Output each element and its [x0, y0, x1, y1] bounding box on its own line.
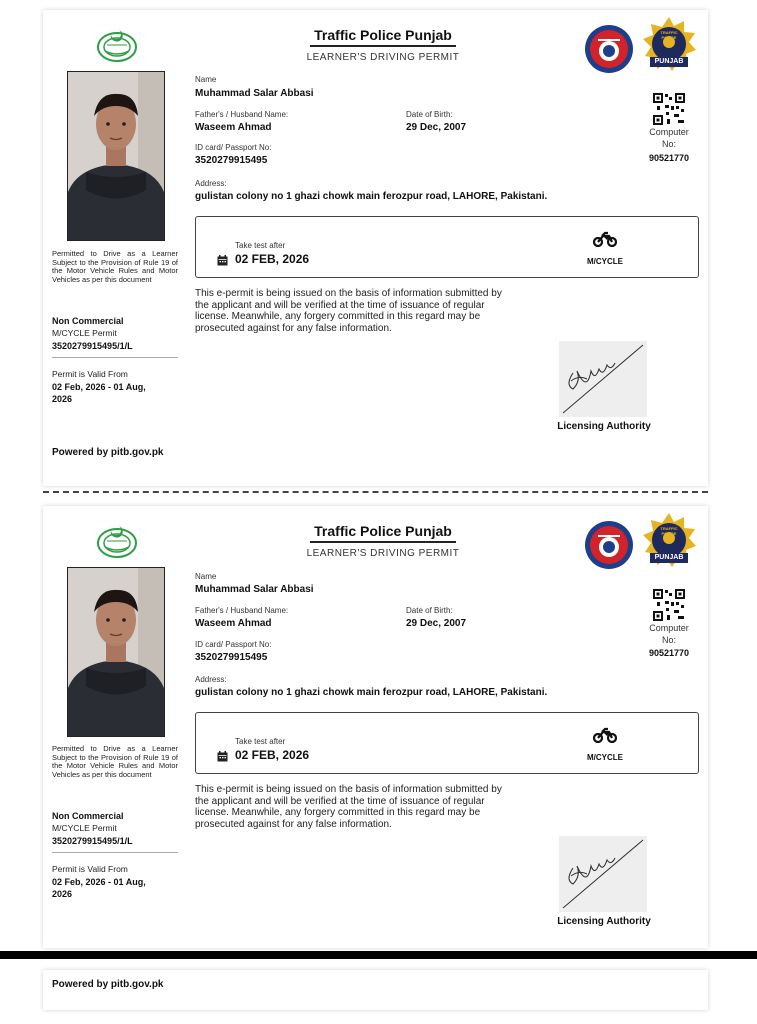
take-test-box: [195, 216, 699, 278]
take-test-date: 02 FEB, 2026: [235, 252, 310, 266]
side-divider: [52, 357, 178, 358]
computer-label-line-1: Computer: [649, 127, 689, 137]
punjab-logo-icon: [95, 520, 139, 560]
id-label: ID card/ Passport No:: [195, 640, 272, 649]
vehicle-type: M/CYCLE: [587, 257, 623, 266]
powered-by: Powered by pitb.gov.pk: [52, 447, 164, 458]
permit-card-2-footer: [43, 970, 708, 1010]
name-label: Name: [195, 572, 217, 581]
police-badge-icon: [584, 520, 634, 570]
valid-label: Permit is Valid From: [52, 864, 128, 874]
applicant-photo: [67, 567, 165, 737]
computer-label-line-1: Computer: [649, 623, 689, 633]
motorcycle-icon: [593, 727, 617, 743]
id-label: ID card/ Passport No:: [195, 143, 272, 152]
take-test-date: 02 FEB, 2026: [235, 748, 310, 762]
licensing-authority: Licensing Authority: [557, 421, 651, 432]
motorcycle-icon: [593, 231, 617, 247]
permit-card-2: [43, 506, 708, 948]
qr-code-icon: [652, 92, 686, 126]
father-value: Waseem Ahmad: [195, 122, 272, 133]
address-value: gulistan colony no 1 ghazi chowk main ferozpur road, LAHORE, Pakistani.: [195, 191, 548, 202]
permit-number: 3520279915495/1/L: [52, 836, 133, 846]
punjab-logo-icon: [95, 24, 139, 64]
take-test-label: Take test after: [235, 737, 286, 746]
notice-text: This e-permit is being issued on the basis of information submitted by the applicant and will be verified at the time of issuance of regular license. Meanwhile, any forgery committed in this regard may be prosecuted against for any false information.: [195, 288, 502, 334]
vehicle-type: M/CYCLE: [587, 753, 623, 762]
take-test-label: Take test after: [235, 241, 286, 250]
badge-arc-text: TRAFFIC POLICE: [660, 30, 678, 40]
address-label: Address:: [195, 675, 227, 684]
name-value: Muhammad Salar Abbasi: [195, 584, 314, 595]
take-test-box: [195, 712, 699, 774]
permit-number: 3520279915495/1/L: [52, 341, 133, 351]
traffic-police-star-icon: [641, 512, 697, 568]
badge-punjab-text: PUNJAB: [654, 554, 684, 561]
id-value: 3520279915495: [195, 652, 268, 663]
computer-number: 90521770: [648, 648, 690, 658]
title-underline: [310, 541, 456, 543]
permit-subtitle: LEARNER'S DRIVING PERMIT: [306, 548, 460, 559]
father-value: Waseem Ahmad: [195, 618, 272, 629]
dob-value: 29 Dec, 2007: [406, 122, 467, 133]
badge-punjab-text: PUNJAB: [654, 58, 684, 65]
signature-image: [559, 836, 647, 912]
applicant-photo: [67, 71, 165, 241]
qr-code-icon: [652, 588, 686, 622]
calendar-icon: [217, 255, 228, 266]
signature-image: [559, 341, 647, 417]
category-value: Non Commercial: [52, 316, 124, 326]
powered-by: Powered by pitb.gov.pk: [52, 979, 164, 990]
dob-label: Date of Birth:: [406, 606, 453, 615]
name-label: Name: [195, 75, 217, 84]
valid-range: 02 Feb, 2026 - 01 Aug, 2026: [52, 382, 146, 404]
cut-line: [43, 491, 708, 493]
computer-label-line-2: No:: [661, 635, 676, 645]
computer-label-line-2: No:: [661, 139, 676, 149]
page-break-bar: [0, 951, 757, 959]
dob-label: Date of Birth:: [406, 110, 453, 119]
badge-arc-text: TRAFFIC POLICE: [660, 526, 678, 536]
valid-label: Permit is Valid From: [52, 369, 128, 379]
name-value: Muhammad Salar Abbasi: [195, 88, 314, 99]
address-label: Address:: [195, 179, 227, 188]
computer-label: [639, 622, 699, 646]
permit-title: Traffic Police Punjab: [314, 523, 452, 539]
address-value: gulistan colony no 1 ghazi chowk main ferozpur road, LAHORE, Pakistani.: [195, 687, 548, 698]
title-underline: [310, 45, 456, 47]
traffic-police-star-icon: [641, 16, 697, 72]
father-label: Father's / Husband Name:: [195, 606, 289, 615]
police-badge-icon: [584, 24, 634, 74]
id-value: 3520279915495: [195, 155, 268, 166]
valid-range: 02 Feb, 2026 - 01 Aug, 2026: [52, 877, 146, 899]
permit-card-1: [43, 10, 708, 486]
calendar-icon: [217, 751, 228, 762]
notice-text: This e-permit is being issued on the basis of information submitted by the applicant and will be verified at the time of issuance of regular license. Meanwhile, any forgery committed in this regard may be prosecuted against for any false information.: [195, 784, 502, 830]
permitted-text: Permitted to Drive as a Learner Subject to the Provision of Rule 19 of the Motor Vehicle Rules and Motor Vehicles as per this document: [52, 744, 178, 779]
permit-title: Traffic Police Punjab: [314, 27, 452, 43]
permitted-text: Permitted to Drive as a Learner Subject to the Provision of Rule 19 of the Motor Vehicle Rules and Motor Vehicles as per this document: [52, 249, 178, 284]
dob-value: 29 Dec, 2007: [406, 618, 467, 629]
side-divider: [52, 852, 178, 853]
computer-number: 90521770: [648, 153, 690, 163]
permit-type: M/CYCLE Permit: [52, 823, 117, 833]
licensing-authority: Licensing Authority: [557, 916, 651, 927]
permit-subtitle: LEARNER'S DRIVING PERMIT: [306, 52, 460, 63]
permit-type: M/CYCLE Permit: [52, 328, 117, 338]
father-label: Father's / Husband Name:: [195, 110, 289, 119]
category-value: Non Commercial: [52, 811, 124, 821]
computer-label: [639, 126, 699, 150]
